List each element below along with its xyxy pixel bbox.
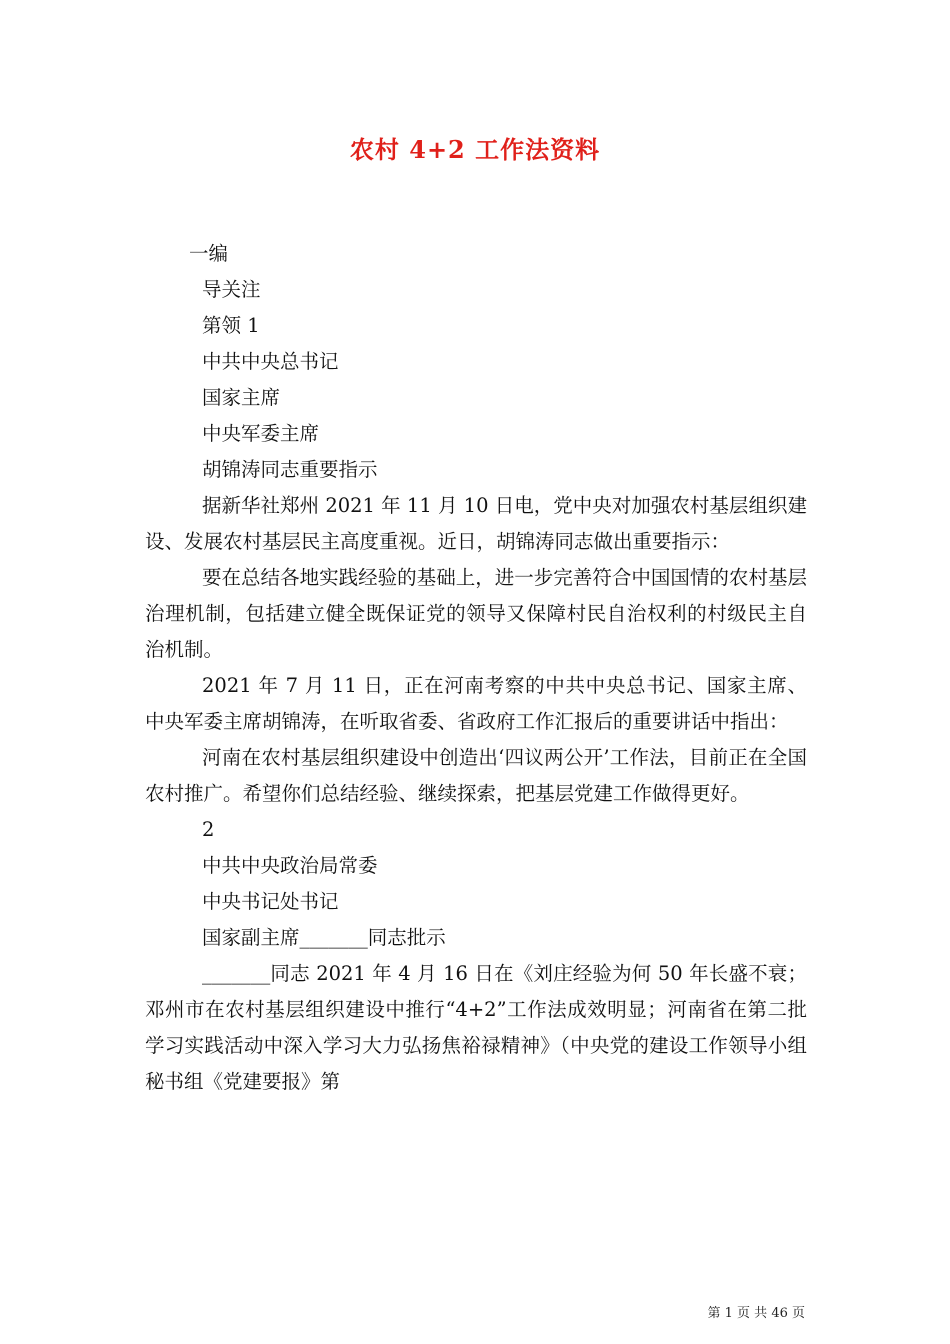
- paragraph-5: _______同志 2021 年 4 月 16 日在《刘庄经验为何 50 年长盛不衰；邓州市在农村基层组织建设中推行“4+2”工作法成效明显；河南省在第二批学习实践活动中深入学习大力弘扬焦裕禄精神》（中央党的建设工作领导小组秘书组《党建要报》第: [145, 962, 807, 1093]
- line-title-4: 中共中央政治局常委: [202, 854, 378, 877]
- page-number-footer: 第 1 页 共 46 页: [707, 1306, 805, 1321]
- line-section-1: 一编: [189, 242, 229, 265]
- line-title-3: 中央军委主席: [202, 422, 320, 445]
- line-title-2: 国家主席: [202, 386, 281, 409]
- document-body: [145, 236, 807, 1100]
- paragraph-4: 河南在农村基层组织建设中创造出‘四议两公开’工作法，目前正在全国农村推广。希望你们总结经验、继续探索，把基层党建工作做得更好。: [145, 746, 807, 805]
- line-number-2: 2: [202, 818, 215, 841]
- line-instruction-heading: 胡锦涛同志重要指示: [202, 458, 378, 481]
- document-title: 农村 4+2 工作法资料: [349, 135, 601, 164]
- line-section-3: 第领 1: [202, 314, 260, 337]
- line-section-2: 导关注: [202, 278, 261, 301]
- paragraph-3: 2021 年 7 月 11 日，正在河南考察的中共中央总书记、国家主席、中央军委主席胡锦涛，在听取省委、省政府工作汇报后的重要讲话中指出：: [145, 674, 807, 733]
- paragraph-2: 要在总结各地实践经验的基础上，进一步完善符合中国国情的农村基层治理机制，包括建立健全既保证党的领导又保障村民自治权利的村级民主自治机制。: [145, 566, 807, 661]
- line-title-5: 中央书记处书记: [202, 890, 339, 913]
- line-title-1: 中共中央总书记: [202, 350, 339, 373]
- paragraph-1: 据新华社郑州 2021 年 11 月 10 日电，党中央对加强农村基层组织建设、发展农村基层民主高度重视。近日，胡锦涛同志做出重要指示：: [145, 494, 807, 553]
- line-title-6: 国家副主席_______同志批示: [202, 926, 446, 949]
